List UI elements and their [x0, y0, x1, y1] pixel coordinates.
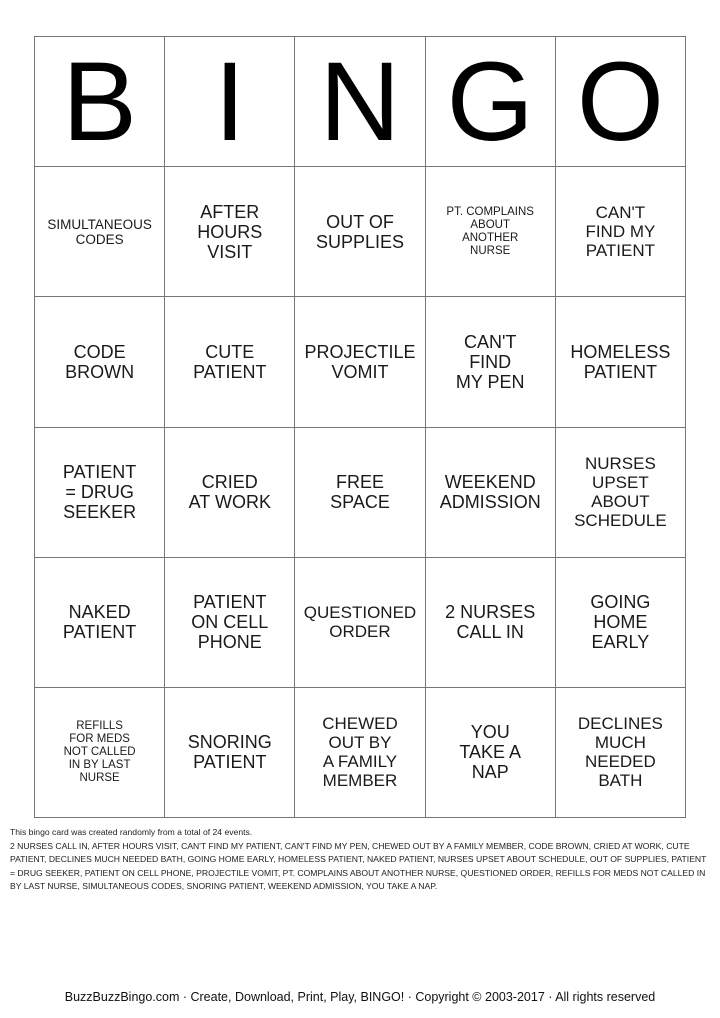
square-text: OUT OF SUPPLIES	[315, 211, 405, 252]
square-text: SNORING PATIENT	[187, 732, 272, 773]
square-text: DECLINES MUCH NEEDED BATH	[577, 714, 663, 791]
square-text: CAN'T FIND MY PATIENT	[585, 203, 656, 261]
bingo-square	[295, 167, 425, 297]
bingo-square	[35, 558, 165, 688]
bingo-square	[35, 428, 165, 558]
square-text: PT. COMPLAINS ABOUT ANOTHER NURSE	[446, 205, 534, 257]
bingo-square	[35, 167, 165, 297]
bingo-square	[295, 688, 425, 818]
square-text: REFILLS FOR MEDS NOT CALLED IN BY LAST NURSE	[63, 720, 136, 784]
bingo-square	[556, 688, 686, 818]
square-text: CUTE PATIENT	[193, 341, 267, 382]
square-text: FREE SPACE	[330, 471, 390, 513]
square-text: GOING HOME EARLY	[590, 592, 651, 653]
header-letter-i: I	[165, 37, 295, 167]
square-text: PATIENT ON CELL PHONE	[191, 592, 269, 653]
square-text: CODE BROWN	[65, 341, 135, 382]
footer-copyright: BuzzBuzzBingo.com · Create, Download, Print, Play, BINGO! · Copyright © 2003-2017 · All rights reserved	[64, 990, 656, 1004]
bingo-square	[165, 688, 295, 818]
bingo-square	[426, 688, 556, 818]
square-text: CHEWED OUT BY A FAMILY MEMBER	[322, 714, 398, 791]
bingo-square	[556, 558, 686, 688]
square-text: PATIENT = DRUG SEEKER	[62, 461, 137, 523]
bingo-square	[556, 297, 686, 427]
bingo-card	[34, 36, 686, 818]
bingo-square	[35, 688, 165, 818]
created-note: This bingo card was created randomly from a total of 24 events.	[10, 827, 253, 837]
square-text: CAN'T FIND MY PEN	[455, 331, 525, 392]
bingo-square	[165, 167, 295, 297]
bingo-square	[426, 558, 556, 688]
bingo-square	[295, 297, 425, 427]
header-letter-o: O	[556, 37, 686, 167]
square-text: 2 NURSES CALL IN	[445, 602, 536, 643]
square-text: QUESTIONED ORDER	[303, 603, 417, 642]
card-notes	[10, 826, 710, 894]
bingo-square	[556, 167, 686, 297]
events-list: 2 NURSES CALL IN, AFTER HOURS VISIT, CAN'T FIND MY PATIENT, CAN'T FIND MY PEN, CHEWED OUT BY A FAMILY MEMBER, CODE BROWN, CRIED AT WORK, CUTE PATIENT, DECLINES MUCH NEEDED BATH, GOING HOME EARLY, HOMELESS PATIENT, NAKED PATIENT, NURSES UPSET ABOUT SCHEDULE, OUT OF SUPPLIES, PATIENT = DRUG SEEKER, PATIENT ON CELL PHONE, PROJECTILE VOMIT, PT. COMPLAINS ABOUT ANOTHER NURSE, QUESTIONED ORDER, REFILLS FOR MEDS NOT CALLED IN BY LAST NURSE, SIMULTANEOUS CODES, SNORING PATIENT, WEEKEND ADMISSION, YOU TAKE A NAP.	[10, 840, 707, 892]
header-letter-g: G	[426, 37, 556, 167]
square-text: NURSES UPSET ABOUT SCHEDULE	[574, 454, 667, 531]
square-text: NAKED PATIENT	[62, 602, 137, 643]
header-letter-n: N	[295, 37, 425, 167]
square-text: AFTER HOURS VISIT	[197, 201, 263, 262]
header-letter-b: B	[35, 37, 165, 167]
square-text: YOU TAKE A NAP	[459, 722, 522, 783]
bingo-square	[165, 428, 295, 558]
bingo-square	[165, 558, 295, 688]
free-space	[295, 428, 425, 558]
square-text: HOMELESS PATIENT	[570, 341, 671, 382]
bingo-square	[426, 428, 556, 558]
bingo-square	[35, 297, 165, 427]
bingo-square	[426, 167, 556, 297]
square-text: PROJECTILE VOMIT	[304, 341, 416, 382]
bingo-square	[556, 428, 686, 558]
square-text: WEEKEND ADMISSION	[439, 471, 541, 513]
bingo-square	[426, 297, 556, 427]
square-text: SIMULTANEOUS CODES	[47, 216, 152, 247]
bingo-square	[165, 297, 295, 427]
bingo-square	[295, 558, 425, 688]
square-text: CRIED AT WORK	[188, 471, 271, 513]
